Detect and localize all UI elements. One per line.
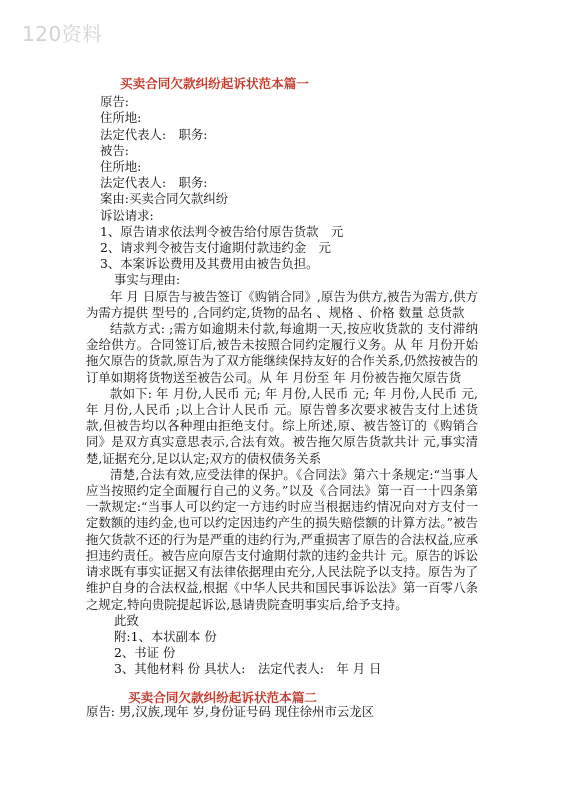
facts-paragraph: 款如下: 年 月份,人民币 元; 年 月份,人民币 元; 年 月份,人民币 元, 年 月份,人民币 ;以上合计人民币 元。原告曾多次要求被告支付上述货款,但被告均以各种理由拒绝支付。综上所述,原、被告签订的《购销合同》是双方真实意思表示,合法有效。被告拖欠原告货款共计 元,事实清楚,证据充分,足以认定;双方的债权债务关系 xyxy=(86,385,478,466)
facts-paragraph: 清楚,合法有效,应受法律的保护。《合同法》第六十条规定:“当事人应当按照约定全面履行自己的义务。”以及《合同法》第一百一十四条第一款规定:“当事人可以约定一方违约时应当根据违约情况向对方支付一定数额的违约金,也可以约定因违约产生的损失赔偿额的计算方法。”被告拖欠货款不还的行为是严重的违约行为,严重损害了原告的合法权益,应承担违约责任。被告应向原告支付逾期付款的违约金共计 元。原告的诉讼请求既有事实证据又有法律依据理由充分,人民法院予以支持。原告为了维护自身的合法权益,根据《中华人民共和国民事诉讼法》第一百零八条之规定,特向贵院提起诉讼,恳请贵院查明事实后,给予支持。 xyxy=(86,466,478,612)
watermark: 120资料 xyxy=(22,22,103,46)
case-cause: 案由:买卖合同欠款纠纷 xyxy=(100,191,229,207)
plaintiff-address: 住所地: xyxy=(100,110,142,126)
section-first-line: 原告: 男,汉族,现年 岁,身份证号码 现住徐州市云龙区 xyxy=(86,704,375,719)
attachment-line: 3、其他材料 份 具状人: 法定代表人: 年 月 日 xyxy=(114,661,382,677)
defendant-representative: 法定代表人: 职务: xyxy=(100,175,208,191)
document-body xyxy=(86,76,478,678)
facts-paragraph: 年 月 日原告与被告签订《购销合同》,原告为供方,被告为需方,供方为需方提供 型号的 ,合同约定,货物的品名 、规格 、价格 数量 总货款 xyxy=(86,288,478,320)
section-title: 买卖合同欠款纠纷起诉状范本篇二 xyxy=(128,690,317,705)
claim-item-2: 2、请求判令被告支付逾期付款违约金 元 xyxy=(100,240,331,256)
attachment-line: 附:1、本状副本 份 xyxy=(114,628,217,644)
attachment-line: 2、书证 份 xyxy=(114,645,176,661)
claims-label: 诉讼请求: xyxy=(100,207,154,223)
defendant-address: 住所地: xyxy=(100,159,142,175)
closing-salutation: 此致 xyxy=(114,612,139,628)
claim-item-3: 3、本案诉讼费用及其费用由被告负担。 xyxy=(100,256,319,272)
plaintiff-label: 原告: xyxy=(100,94,129,110)
facts-paragraph: 结款方式: ;需方如逾期未付款,每逾期一天,按应收货款的 支付滞纳金给供方。合同签订后,被告未按照合同约定履行义务。从 年 月份开始拖欠原告的货款,原告为了双方能继续保持友好的合作关系,仍然按被告的订单如期将货物送至被告公司。从 年 月份至 年 月份被告拖欠原告货 xyxy=(86,321,478,385)
section-title: 买卖合同欠款纠纷起诉状范本篇一 xyxy=(120,76,309,91)
claim-item-1: 1、原告请求依法判令被告给付原告货款 元 xyxy=(100,223,344,239)
defendant-label: 被告: xyxy=(100,142,129,158)
facts-label: 事实与理由: xyxy=(114,272,181,288)
plaintiff-representative: 法定代表人: 职务: xyxy=(100,126,208,142)
